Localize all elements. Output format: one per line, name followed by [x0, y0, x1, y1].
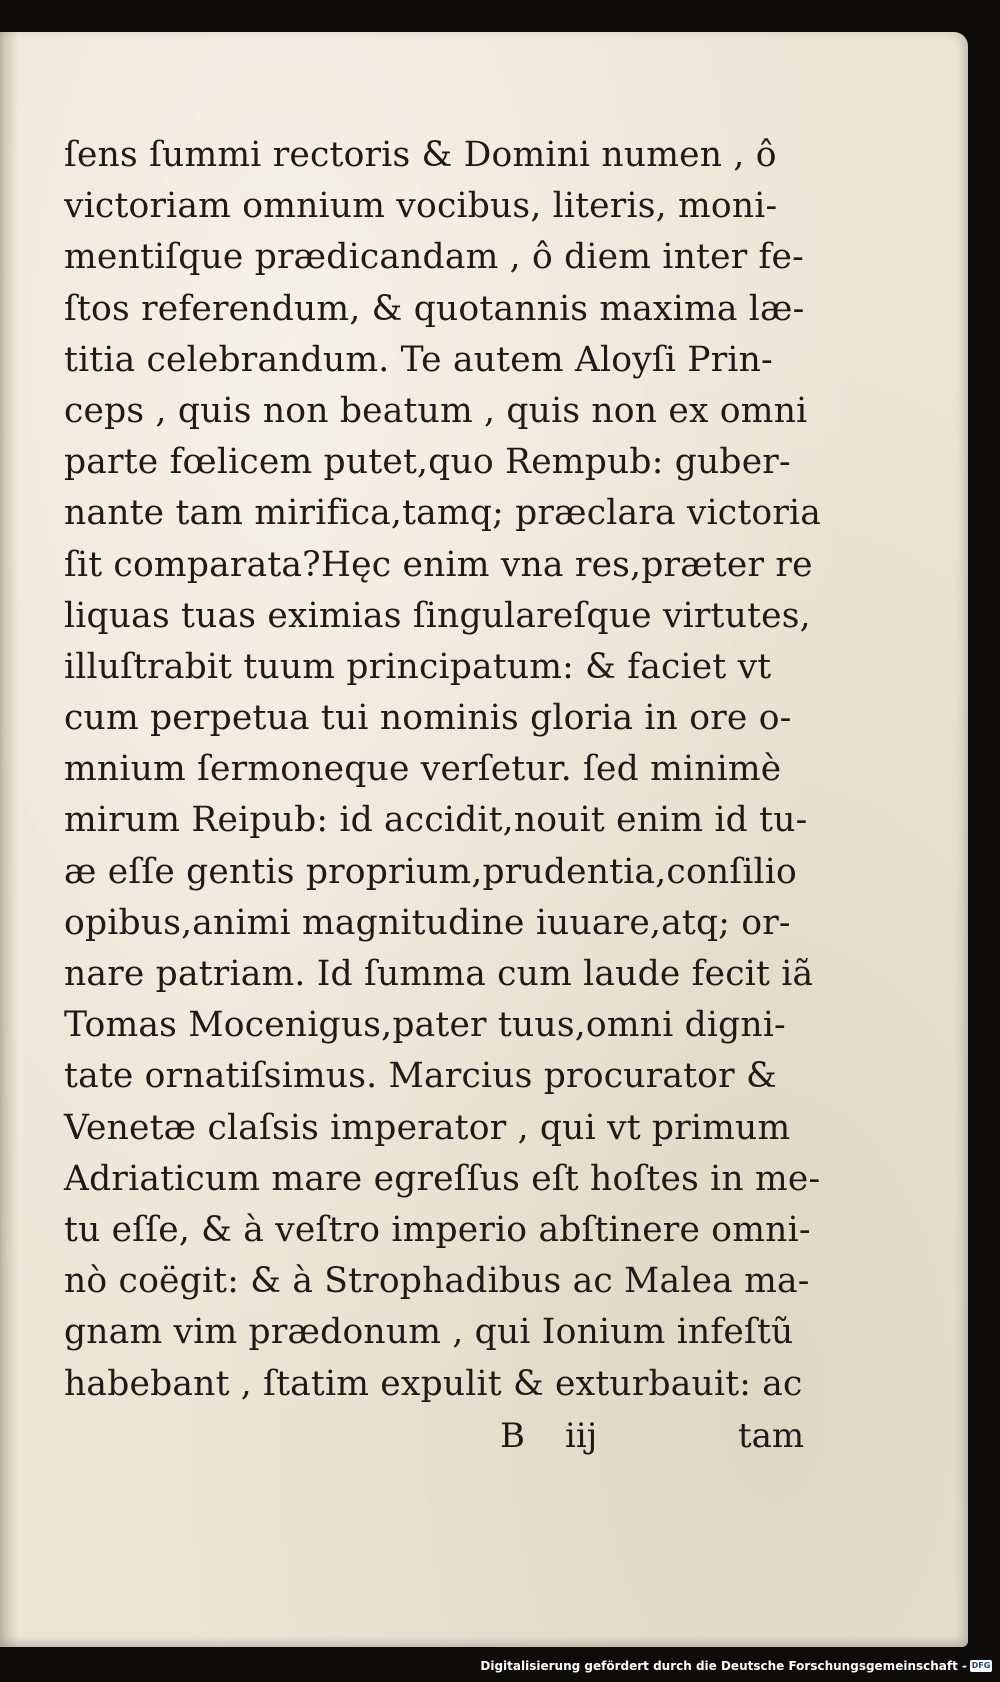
- text-line: liquas tuas eximias ſingulareſque virtutes,: [64, 595, 811, 636]
- text-line: ſit comparata?Hęc enim vna res,præter re: [64, 544, 813, 585]
- text-line: nante tam mirifica,tamq; præclara victoria: [64, 493, 822, 534]
- text-line: Adriaticum mare egreſſus eſt hoſtes in me-: [64, 1158, 821, 1199]
- text-line: ſens ſummi rectoris & Domini numen , ô: [64, 135, 777, 175]
- digitization-footer: [480, 1652, 992, 1680]
- text-line: nare patriam. Id ſumma cum laude fecit iã: [64, 954, 814, 994]
- digitization-credit: Digitalisierung gefördert durch die Deutsche Forschungsgemeinschaft -: [480, 1659, 967, 1673]
- body-text: [64, 130, 854, 1410]
- page-gutter-shadow: [0, 32, 18, 1647]
- text-line: æ eſſe gentis proprium,prudentia,conſilio: [64, 851, 797, 892]
- text-line: tu eſſe, & à veſtro imperio abſtinere omni-: [64, 1209, 811, 1250]
- text-line: Tomas Mocenigus,pater tuus,omni digni-: [64, 1005, 786, 1046]
- text-line: cum perpetua tui nominis gloria in ore o-: [64, 698, 792, 739]
- text-line: nò coëgit: & à Strophadibus ac Malea ma-: [64, 1261, 810, 1302]
- page-signature-line: [0, 1416, 1000, 1472]
- text-line: Venetæ claſsis imperator , qui vt primum: [64, 1107, 791, 1148]
- signature-letter: B: [500, 1416, 525, 1456]
- text-line: mirum Reipub: id accidit,nouit enim id tu-: [64, 800, 808, 841]
- text-line: habebant , ſtatim expulit & exturbauit: ac: [64, 1363, 803, 1404]
- signature-number: iij: [565, 1416, 598, 1456]
- text-line: tate ornatiſsimus. Marcius procurator &: [64, 1056, 777, 1097]
- text-line: mnium ſermoneque verſetur. ſed minimè: [64, 749, 782, 790]
- text-line: ſtos referendum, & quotannis maxima læ-: [64, 288, 805, 329]
- catchword: tam: [738, 1416, 805, 1456]
- dfg-logo-icon: DFG: [971, 1661, 991, 1670]
- text-line: victoriam omnium vocibus, literis, moni-: [64, 186, 778, 227]
- text-line: gnam vim prædonum , qui Ionium infeſtũ: [64, 1312, 794, 1353]
- text-line: ceps , quis non beatum , quis non ex omni: [64, 390, 808, 431]
- text-line: mentiſque prædicandam , ô diem inter fe-: [64, 237, 804, 278]
- text-line: illuſtrabit tuum principatum: & faciet vt: [64, 646, 772, 687]
- text-line: opibus,animi magnitudine iuuare,atq; or-: [64, 902, 791, 943]
- text-line: titia celebrandum. Te autem Aloyſi Prin-: [64, 339, 773, 380]
- text-line: parte fœlicem putet,quo Rempub: guber-: [64, 442, 791, 483]
